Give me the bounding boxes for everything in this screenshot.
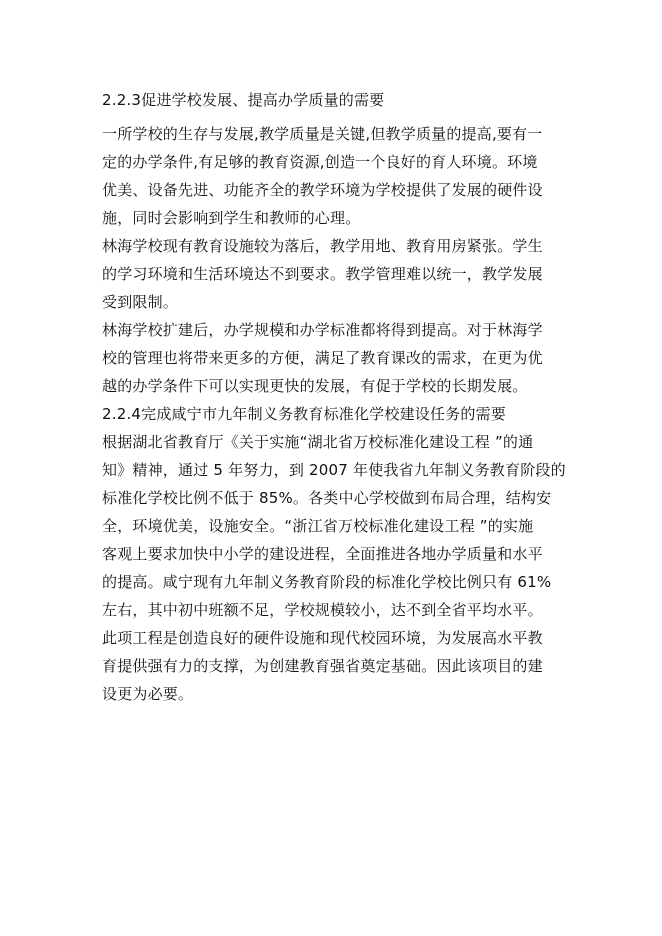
paragraph-line: 的学习环境和生活环境达不到要求。教学管理难以统一，教学发展: [102, 265, 543, 283]
section-heading-2-2-3: 2.2.3促进学校发展、提高办学质量的需要: [102, 91, 385, 109]
paragraph-line: 优美、设备先进、功能齐全的教学环境为学校提供了发展的硬件设: [102, 181, 543, 199]
paragraph-line: 标准化学校比例不低于 85%。各类中心学校做到布局合理，结构安: [102, 489, 552, 507]
paragraph-line: 的提高。咸宁现有九年制义务教育阶段的标准化学校比例只有 61%: [102, 573, 552, 591]
paragraph-line: 设更为必要。: [102, 685, 194, 703]
paragraph-line: 全，环境优美，设施安全。“浙江省万校标准化建设工程 ”的实施: [102, 517, 534, 535]
paragraph-line: 林海学校现有教育设施较为落后，教学用地、教育用房紧张。学生: [102, 237, 543, 255]
paragraph-line: 林海学校扩建后，办学规模和办学标准都将得到提高。对于林海学: [102, 321, 543, 339]
document-body: [102, 86, 566, 708]
paragraph-line: 根据湖北省教育厅《关于实施“湖北省万校标准化建设工程 ”的通: [102, 433, 534, 451]
paragraph-line: 左右，其中初中班额不足，学校规模较小，达不到全省平均水平。: [102, 601, 543, 619]
paragraph-line: 越的办学条件下可以实现更快的发展，有促于学校的长期发展。: [102, 377, 528, 395]
paragraph-line: 校的管理也将带来更多的方便，满足了教育课改的需求，在更为优: [102, 349, 543, 367]
paragraph-line: 定的办学条件,有足够的教育资源,创造一个良好的育人环境。环境: [102, 153, 538, 171]
paragraph-line: 育提供强有力的支撑，为创建教育强省奠定基础。因此该项目的建: [102, 657, 543, 675]
paragraph-line: 知》精神，通过 5 年努力，到 2007 年使我省九年制义务教育阶段的: [102, 461, 566, 479]
paragraph-line: 施，同时会影响到学生和教师的心理。: [102, 209, 361, 227]
section-heading-2-2-4: 2.2.4完成咸宁市九年制义务教育标准化学校建设任务的需要: [102, 405, 506, 423]
paragraph-line: 一所学校的生存与发展,教学质量是关键,但教学质量的提高,要有一: [102, 125, 543, 143]
paragraph-line: 受到限制。: [102, 293, 179, 311]
paragraph-line: 客观上要求加快中小学的建设进程，全面推进各地办学质量和水平: [102, 545, 543, 563]
paragraph-line: 此项工程是创造良好的硬件设施和现代校园环境，为发展高水平教: [102, 629, 543, 647]
